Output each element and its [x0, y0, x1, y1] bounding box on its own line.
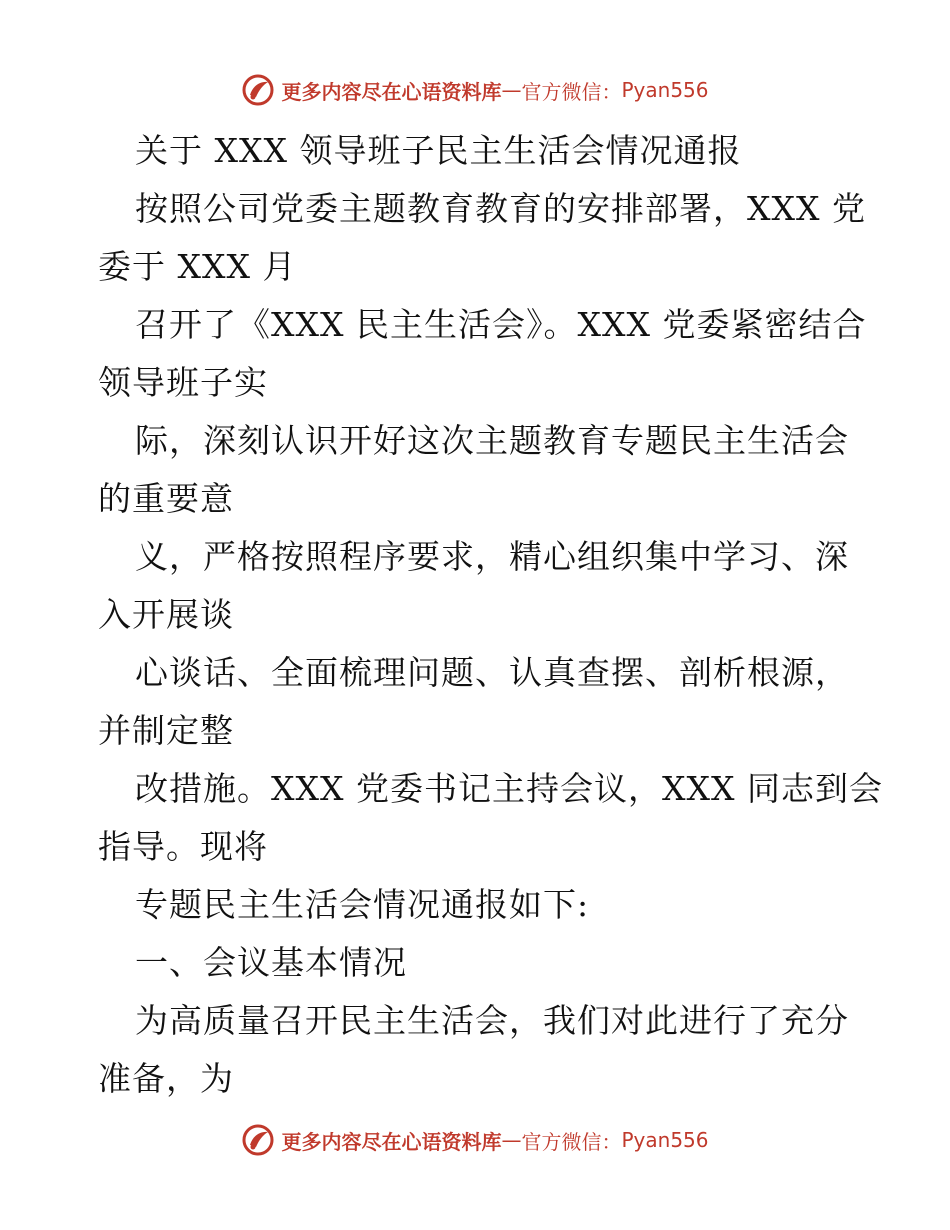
- paragraph-line: 心谈话、全面梳理问题、认真查摆、剖析根源，: [135, 653, 849, 692]
- paragraph-line: 改措施。XXX 党委书记主持会议，XXX 同志到会: [135, 769, 883, 808]
- banner-wechat-label: 官方微信：: [521, 1129, 622, 1154]
- brand-logo-icon: [241, 73, 275, 107]
- banner-site-text: 更多内容尽在心语资料库: [281, 1129, 502, 1154]
- banner-wechat-id: Pyan556: [621, 1128, 709, 1152]
- header-banner: [0, 70, 950, 110]
- banner-separator: —: [501, 1128, 522, 1152]
- paragraph-line: 为高质量召开民主生活会，我们对此进行了充分: [135, 1001, 849, 1040]
- banner-wechat-label: 官方微信：: [521, 79, 622, 104]
- paragraph-line: 义，严格按照程序要求，精心组织集中学习、深: [135, 537, 849, 576]
- document-body: [98, 122, 883, 1108]
- paragraph-line: 召开了《XXX 民主生活会》。XXX 党委紧密结合: [135, 305, 867, 344]
- paragraph-line: 际，深刻认识开好这次主题教育专题民主生活会: [135, 421, 849, 460]
- paragraph-line: 入开展谈: [98, 595, 234, 634]
- banner-wechat-id: Pyan556: [621, 78, 709, 102]
- paragraph-line: 委于 XXX 月: [98, 247, 297, 286]
- banner-separator: —: [501, 78, 522, 102]
- paragraph-line: 的重要意: [98, 479, 234, 518]
- footer-banner: [0, 1120, 950, 1160]
- paragraph-line: 专题民主生活会情况通报如下:: [135, 885, 590, 924]
- paragraph-line: 指导。现将: [98, 827, 268, 866]
- paragraph-line: 领导班子实: [98, 363, 268, 402]
- paragraph-line: 按照公司党委主题教育教育的安排部署，XXX 党: [135, 189, 866, 228]
- paragraph-line: 准备，为: [98, 1059, 234, 1098]
- brand-logo-icon: [241, 1123, 275, 1157]
- section-heading: 一、会议基本情况: [135, 943, 407, 982]
- paragraph-line: 并制定整: [98, 711, 234, 750]
- document-title: 关于 XXX 领导班子民主生活会情况通报: [135, 131, 742, 170]
- banner-site-text: 更多内容尽在心语资料库: [281, 79, 502, 104]
